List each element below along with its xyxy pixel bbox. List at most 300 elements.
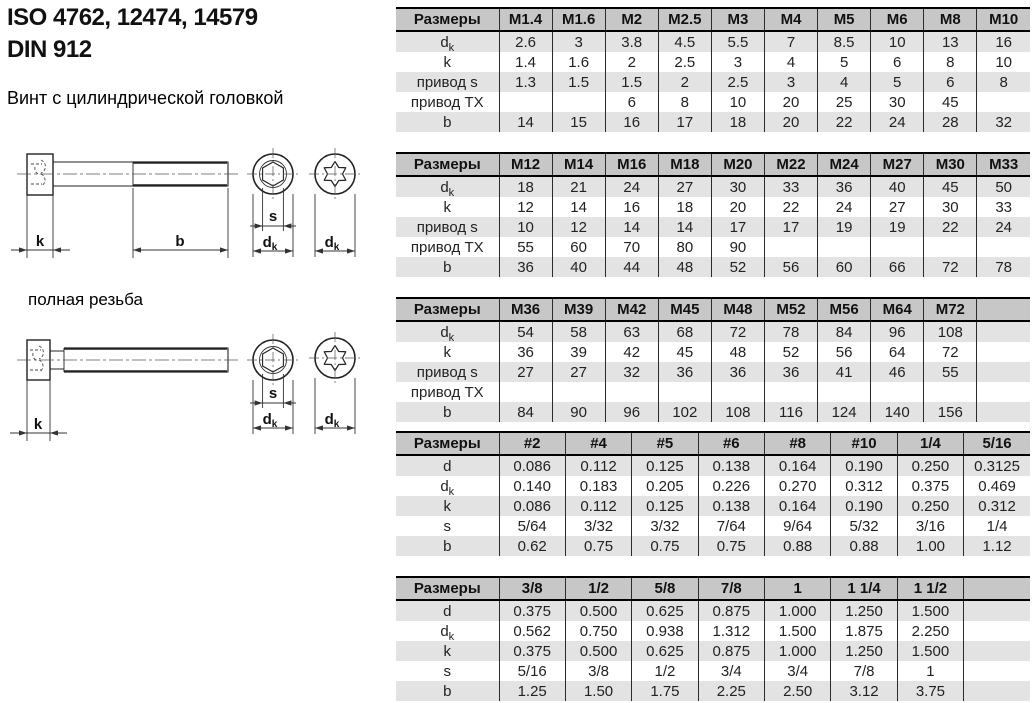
- column-header: M2.5: [658, 8, 711, 31]
- value-cell: 1.000: [765, 641, 831, 661]
- column-header: 1/4: [897, 432, 963, 455]
- column-header: 5/16: [964, 432, 1030, 455]
- value-cell: [711, 382, 764, 402]
- value-cell: 10: [977, 52, 1030, 72]
- value-cell: 0.112: [565, 455, 631, 476]
- value-cell: 16: [977, 31, 1030, 52]
- value-cell: 1.5: [552, 72, 605, 92]
- value-cell: 55: [499, 237, 552, 257]
- page-title: ISO 4762, 12474, 14579: [7, 4, 258, 31]
- value-cell: 0.875: [698, 600, 764, 621]
- value-cell: 12: [499, 197, 552, 217]
- value-cell: 6: [871, 52, 924, 72]
- value-cell: 24: [977, 217, 1030, 237]
- value-cell: 45: [924, 176, 977, 197]
- value-cell: 0.625: [632, 600, 698, 621]
- value-cell: 2.50: [765, 681, 831, 701]
- spec-table: [396, 576, 1030, 701]
- value-cell: 22: [818, 112, 871, 132]
- value-cell: 32: [605, 362, 658, 382]
- value-cell: 21: [552, 176, 605, 197]
- value-cell: 6: [605, 92, 658, 112]
- value-cell: 8.5: [818, 31, 871, 52]
- value-cell: 3/32: [632, 516, 698, 536]
- value-cell: 0.88: [765, 536, 831, 556]
- crosshair-centerlines: [247, 334, 299, 386]
- value-cell: 33: [977, 197, 1030, 217]
- value-cell: 0.312: [831, 476, 897, 496]
- value-cell: 17: [711, 217, 764, 237]
- value-cell: 25: [818, 92, 871, 112]
- table-row: [396, 476, 1030, 496]
- product-description: Винт с цилиндрической головкой: [7, 88, 284, 108]
- dim-label-dk: $d_k$: [262, 234, 278, 253]
- value-cell: 1.500: [897, 641, 963, 661]
- value-cell: 1.312: [698, 621, 764, 641]
- value-cell: [964, 641, 1030, 661]
- value-cell: 0.205: [632, 476, 698, 496]
- value-cell: 3.75: [897, 681, 963, 701]
- value-cell: 2.5: [658, 52, 711, 72]
- table-row: [396, 92, 1030, 112]
- value-cell: 4: [764, 52, 817, 72]
- value-cell: 18: [499, 176, 552, 197]
- value-cell: 0.125: [632, 455, 698, 476]
- value-cell: 1/4: [964, 516, 1030, 536]
- screw-side-view: [27, 154, 228, 195]
- value-cell: 68: [658, 321, 711, 342]
- row-label: привод TX: [410, 383, 484, 401]
- column-header: M6: [871, 8, 924, 31]
- column-header: 3/8: [499, 577, 565, 600]
- value-cell: 55: [924, 362, 977, 382]
- value-cell: [818, 382, 871, 402]
- column-header: 1/2: [565, 577, 631, 600]
- value-cell: 3/4: [765, 661, 831, 681]
- dim-label-s: s: [268, 385, 278, 402]
- value-cell: [964, 661, 1030, 681]
- value-cell: 0.375: [897, 476, 963, 496]
- value-cell: 7/8: [831, 661, 897, 681]
- value-cell: 1.50: [565, 681, 631, 701]
- value-cell: 28: [924, 112, 977, 132]
- value-cell: 52: [764, 342, 817, 362]
- value-cell: 0.086: [499, 496, 565, 516]
- value-cell: [552, 382, 605, 402]
- value-cell: 27: [499, 362, 552, 382]
- value-cell: 52: [711, 257, 764, 277]
- value-cell: 10: [711, 92, 764, 112]
- value-cell: 14: [552, 197, 605, 217]
- table-row: [396, 402, 1030, 422]
- column-header: [977, 298, 1030, 321]
- value-cell: 0.138: [698, 455, 764, 476]
- value-cell: 78: [764, 321, 817, 342]
- crosshair-centerlines: [247, 148, 299, 200]
- row-label: d: [396, 600, 499, 621]
- value-cell: 1/2: [632, 661, 698, 681]
- value-cell: 56: [764, 257, 817, 277]
- value-cell: 1.250: [831, 600, 897, 621]
- row-label: $d_k$: [396, 31, 499, 52]
- value-cell: 72: [924, 342, 977, 362]
- value-cell: 0.086: [499, 455, 565, 476]
- row-label: $d_k$: [440, 622, 455, 641]
- row-label: $d_k$: [396, 176, 499, 197]
- value-cell: 3/8: [565, 661, 631, 681]
- value-cell: 17: [658, 112, 711, 132]
- table-row: [396, 536, 1030, 556]
- table-row: [396, 217, 1030, 237]
- table-row: [396, 342, 1030, 362]
- value-cell: 84: [818, 321, 871, 342]
- value-cell: 0.226: [698, 476, 764, 496]
- value-cell: 0.875: [698, 641, 764, 661]
- spec-table: [396, 297, 1030, 422]
- row-label: b: [396, 681, 499, 701]
- value-cell: 0.500: [565, 600, 631, 621]
- value-cell: 36: [818, 176, 871, 197]
- value-cell: 5: [818, 52, 871, 72]
- value-cell: 156: [924, 402, 977, 422]
- column-header: #8: [765, 432, 831, 455]
- value-cell: 0.138: [698, 496, 764, 516]
- value-cell: 3: [711, 52, 764, 72]
- value-cell: 1.500: [897, 600, 963, 621]
- value-cell: 108: [711, 402, 764, 422]
- column-header: #2: [499, 432, 565, 455]
- full-thread-label: полная резьба: [28, 290, 143, 309]
- value-cell: 96: [605, 402, 658, 422]
- value-cell: [977, 92, 1030, 112]
- column-header: Размеры: [396, 8, 499, 31]
- table-metric-m36-m72: [396, 297, 1030, 422]
- value-cell: 2: [605, 52, 658, 72]
- value-cell: 70: [605, 237, 658, 257]
- head-end-view-torx: [309, 332, 361, 434]
- value-cell: 0.88: [831, 536, 897, 556]
- row-label: d: [396, 455, 499, 476]
- screw-head: [27, 154, 53, 195]
- value-cell: 102: [658, 402, 711, 422]
- value-cell: 5.5: [711, 31, 764, 52]
- value-cell: 42: [605, 342, 658, 362]
- value-cell: [977, 237, 1030, 257]
- head-end-view-torx: [309, 148, 361, 257]
- value-cell: 0.469: [964, 476, 1030, 496]
- row-label: k: [396, 641, 499, 661]
- value-cell: 15: [552, 112, 605, 132]
- value-cell: 18: [658, 197, 711, 217]
- column-header: M5: [818, 8, 871, 31]
- value-cell: 72: [924, 257, 977, 277]
- value-cell: 1.250: [831, 641, 897, 661]
- column-header: M1.4: [499, 8, 552, 31]
- value-cell: 0.500: [565, 641, 631, 661]
- value-cell: [605, 382, 658, 402]
- column-header: #6: [698, 432, 764, 455]
- row-label: s: [443, 662, 451, 680]
- table-row: [396, 661, 1030, 681]
- table-row: [396, 321, 1030, 342]
- column-header: M8: [924, 8, 977, 31]
- value-cell: 63: [605, 321, 658, 342]
- value-cell: 1.00: [897, 536, 963, 556]
- column-header: M48: [711, 298, 764, 321]
- value-cell: 3/16: [897, 516, 963, 536]
- value-cell: 16: [605, 197, 658, 217]
- value-cell: 3.12: [831, 681, 897, 701]
- value-cell: 24: [818, 197, 871, 217]
- row-label: k: [443, 198, 451, 216]
- value-cell: 2.250: [897, 621, 963, 641]
- value-cell: 12: [552, 217, 605, 237]
- value-cell: 1.000: [765, 600, 831, 621]
- column-header: M1.6: [552, 8, 605, 31]
- value-cell: 0.112: [565, 496, 631, 516]
- table-row: [396, 621, 1030, 641]
- column-header: M45: [658, 298, 711, 321]
- value-cell: 4: [818, 72, 871, 92]
- value-cell: 22: [764, 197, 817, 217]
- value-cell: 45: [658, 342, 711, 362]
- table-row: [396, 52, 1030, 72]
- dim-label-k: k: [33, 416, 43, 433]
- row-label: k: [396, 496, 499, 516]
- value-cell: 5: [871, 72, 924, 92]
- value-cell: 1: [897, 661, 963, 681]
- value-cell: 84: [499, 402, 552, 422]
- table-row: [396, 382, 1030, 402]
- value-cell: 1.875: [831, 621, 897, 641]
- value-cell: 19: [871, 217, 924, 237]
- value-cell: 46: [871, 362, 924, 382]
- value-cell: [977, 402, 1030, 422]
- value-cell: 27: [871, 197, 924, 217]
- table-inch-small: [396, 431, 1030, 556]
- table-row: [396, 496, 1030, 516]
- value-cell: 8: [977, 72, 1030, 92]
- value-cell: 4.5: [658, 31, 711, 52]
- value-cell: 3.8: [605, 31, 658, 52]
- column-header: 1 1/2: [897, 577, 963, 600]
- table-metric-m1_4-m10: [396, 7, 1030, 132]
- table-row: [396, 31, 1030, 52]
- value-cell: [764, 237, 817, 257]
- value-cell: 0.190: [831, 455, 897, 476]
- value-cell: 30: [871, 92, 924, 112]
- value-cell: 0.625: [632, 641, 698, 661]
- column-header: 1: [765, 577, 831, 600]
- column-header: M72: [924, 298, 977, 321]
- value-cell: 14: [499, 112, 552, 132]
- row-label: $d_k$: [440, 477, 455, 496]
- dim-label-dk: $d_k$: [262, 411, 278, 430]
- value-cell: 60: [818, 257, 871, 277]
- value-cell: 0.140: [499, 476, 565, 496]
- column-header: Размеры: [396, 577, 499, 600]
- value-cell: 14: [605, 217, 658, 237]
- row-label: привод s: [396, 72, 499, 92]
- value-cell: 3: [764, 72, 817, 92]
- column-header: M56: [818, 298, 871, 321]
- value-cell: 60: [552, 237, 605, 257]
- column-header: M12: [499, 153, 552, 176]
- value-cell: 20: [764, 92, 817, 112]
- column-header: M36: [499, 298, 552, 321]
- value-cell: 36: [658, 362, 711, 382]
- value-cell: 0.164: [765, 455, 831, 476]
- value-cell: [871, 382, 924, 402]
- value-cell: 0.3125: [964, 455, 1030, 476]
- value-cell: 140: [871, 402, 924, 422]
- value-cell: 0.312: [964, 496, 1030, 516]
- value-cell: 5/32: [831, 516, 897, 536]
- value-cell: 18: [711, 112, 764, 132]
- value-cell: 90: [711, 237, 764, 257]
- column-header: M2: [605, 8, 658, 31]
- value-cell: 10: [871, 31, 924, 52]
- value-cell: 8: [924, 52, 977, 72]
- value-cell: 0.375: [499, 641, 565, 661]
- value-cell: 33: [764, 176, 817, 197]
- value-cell: 20: [711, 197, 764, 217]
- dim-label-s: s: [268, 208, 278, 225]
- row-label: b: [396, 112, 499, 132]
- column-header: Размеры: [396, 153, 499, 176]
- value-cell: 0.62: [499, 536, 565, 556]
- value-cell: [658, 382, 711, 402]
- value-cell: [924, 237, 977, 257]
- column-header: #4: [565, 432, 631, 455]
- value-cell: 30: [711, 176, 764, 197]
- table-row: [396, 362, 1030, 382]
- table-row: [396, 516, 1030, 536]
- value-cell: 13: [924, 31, 977, 52]
- value-cell: [964, 621, 1030, 641]
- column-header: M20: [711, 153, 764, 176]
- value-cell: 10: [499, 217, 552, 237]
- value-cell: 24: [605, 176, 658, 197]
- value-cell: [977, 342, 1030, 362]
- column-header: M33: [977, 153, 1030, 176]
- column-header: M16: [605, 153, 658, 176]
- column-header: M64: [871, 298, 924, 321]
- value-cell: 36: [764, 362, 817, 382]
- column-header: 7/8: [698, 577, 764, 600]
- column-header: #10: [831, 432, 897, 455]
- value-cell: 0.375: [499, 600, 565, 621]
- value-cell: 0.125: [632, 496, 698, 516]
- value-cell: 1.6: [552, 52, 605, 72]
- value-cell: 2.6: [499, 31, 552, 52]
- value-cell: 24: [871, 112, 924, 132]
- crosshair-centerlines: [309, 332, 361, 384]
- column-header: M30: [924, 153, 977, 176]
- table-row: [396, 600, 1030, 621]
- screw-drawing-full-thread: [4, 313, 394, 445]
- value-cell: 1.75: [632, 681, 698, 701]
- value-cell: 7: [764, 31, 817, 52]
- dim-label-b: b: [175, 233, 185, 250]
- dim-label-dk: $d_k$: [324, 234, 340, 253]
- value-cell: 1.3: [499, 72, 552, 92]
- value-cell: 40: [871, 176, 924, 197]
- value-cell: 1.5: [605, 72, 658, 92]
- value-cell: 2: [658, 72, 711, 92]
- value-cell: 5/64: [499, 516, 565, 536]
- value-cell: 0.190: [831, 496, 897, 516]
- page-title-din: DIN 912: [7, 36, 92, 63]
- value-cell: 27: [552, 362, 605, 382]
- value-cell: 3/32: [565, 516, 631, 536]
- value-cell: 45: [924, 92, 977, 112]
- table-row: [396, 72, 1030, 92]
- column-header: #5: [632, 432, 698, 455]
- value-cell: 0.250: [897, 455, 963, 476]
- value-cell: 14: [658, 217, 711, 237]
- value-cell: 7/64: [698, 516, 764, 536]
- value-cell: 56: [818, 342, 871, 362]
- dim-label-dk: $d_k$: [324, 411, 340, 430]
- value-cell: 0.270: [765, 476, 831, 496]
- table-row: [396, 641, 1030, 661]
- value-cell: 36: [499, 257, 552, 277]
- column-header: M39: [552, 298, 605, 321]
- value-cell: 1.12: [964, 536, 1030, 556]
- value-cell: 1.25: [499, 681, 565, 701]
- value-cell: [818, 237, 871, 257]
- screw-drawing-partial-thread: [4, 147, 394, 275]
- value-cell: 108: [924, 321, 977, 342]
- value-cell: 20: [764, 112, 817, 132]
- value-cell: 48: [711, 342, 764, 362]
- value-cell: 36: [711, 362, 764, 382]
- row-label: привод s: [396, 362, 499, 382]
- value-cell: 0.75: [698, 536, 764, 556]
- value-cell: 6: [924, 72, 977, 92]
- value-cell: [499, 92, 552, 112]
- row-label: привод TX: [410, 93, 484, 111]
- head-end-view-hex: [247, 334, 299, 434]
- value-cell: 16: [605, 112, 658, 132]
- column-header: M3: [711, 8, 764, 31]
- value-cell: 44: [605, 257, 658, 277]
- value-cell: [871, 237, 924, 257]
- column-header: M42: [605, 298, 658, 321]
- row-label: привод s: [396, 217, 499, 237]
- value-cell: [764, 382, 817, 402]
- spec-table: [396, 152, 1030, 277]
- head-end-view-hex: [247, 148, 299, 257]
- value-cell: [977, 321, 1030, 342]
- value-cell: 50: [977, 176, 1030, 197]
- value-cell: 0.75: [565, 536, 631, 556]
- table-row: [396, 257, 1030, 277]
- row-label: s: [443, 517, 451, 535]
- value-cell: 30: [924, 197, 977, 217]
- value-cell: 17: [764, 217, 817, 237]
- table-metric-m12-m33: [396, 152, 1030, 277]
- value-cell: 40: [552, 257, 605, 277]
- column-header: M24: [818, 153, 871, 176]
- table-row: [396, 197, 1030, 217]
- dim-label-k: k: [35, 233, 45, 250]
- column-header: 1 1/4: [831, 577, 897, 600]
- value-cell: 1.4: [499, 52, 552, 72]
- value-cell: 32: [977, 112, 1030, 132]
- value-cell: 2.25: [698, 681, 764, 701]
